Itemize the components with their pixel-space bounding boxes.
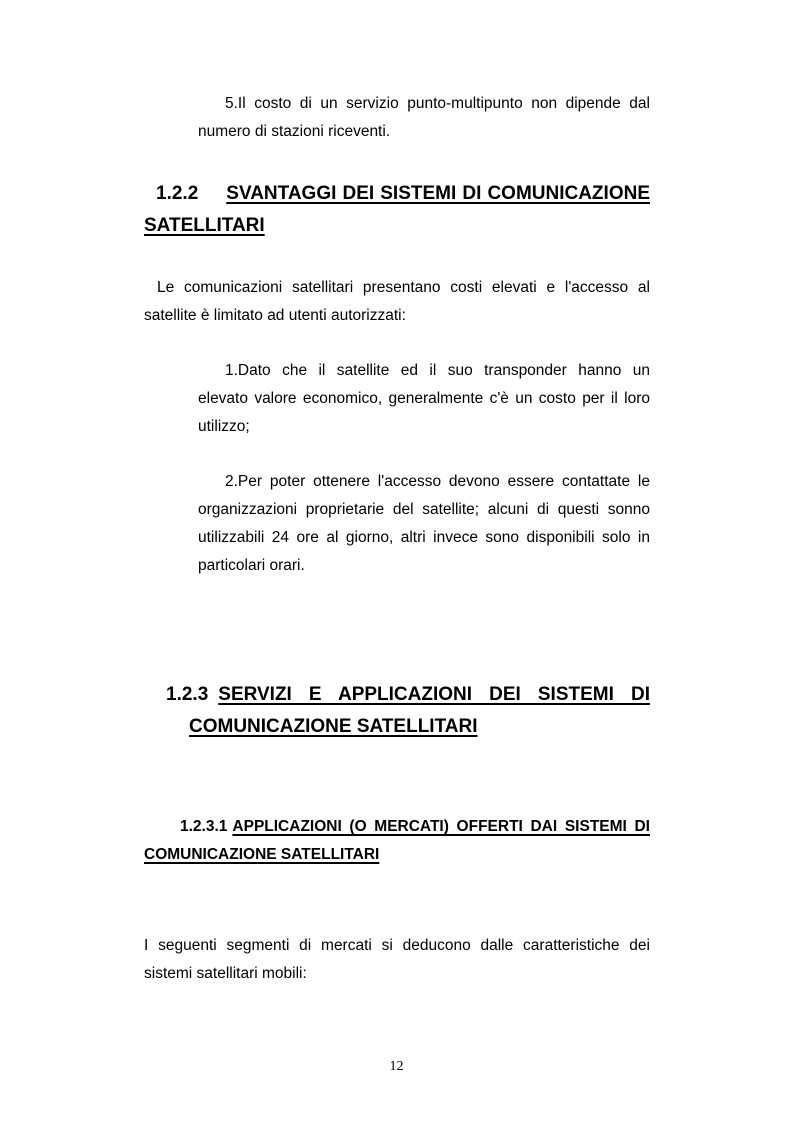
heading-1-2-3	[166, 681, 650, 741]
list-item-1	[198, 357, 650, 441]
list-item-2-line2: organizzazioni proprietarie del satellite; alcuni di questi sonno	[198, 501, 650, 518]
list-item-1-line1: 1.Dato che il satellite ed il suo transponder hanno un	[225, 362, 650, 379]
list-item-2	[198, 468, 650, 580]
paragraph-intro-line2: satellite è limitato ad utenti autorizzati:	[144, 307, 406, 324]
paragraph-markets-line2: sistemi satellitari mobili:	[144, 965, 307, 982]
paragraph-markets	[144, 932, 650, 988]
paragraph-markets-line1: I seguenti segmenti di mercati si deducono dalle caratteristiche dei	[144, 937, 650, 954]
heading-1-2-2-title-line1: SVANTAGGI DEI SISTEMI DI COMUNICAZIONE	[226, 183, 650, 204]
paragraph-intro	[144, 274, 650, 330]
heading-1-2-3-title-line2: COMUNICAZIONE SATELLITARI	[189, 716, 478, 737]
list-item-1-line3: utilizzo;	[198, 418, 250, 435]
heading-1-2-3-1	[144, 814, 650, 868]
heading-1-2-2-title-line2: SATELLITARI	[144, 215, 265, 236]
heading-1-2-2-number: 1.2.2	[156, 183, 199, 204]
heading-1-2-3-1-number: 1.2.3.1	[180, 818, 228, 835]
list-item-5-line2: numero di stazioni riceventi.	[198, 123, 391, 140]
list-item-2-line1: 2.Per poter ottenere l'accesso devono essere contattate le	[225, 473, 650, 490]
heading-1-2-3-1-title-line1: APPLICAZIONI (O MERCATI) OFFERTI DAI SISTEMI DI	[232, 818, 650, 835]
list-item-2-line4: particolari orari.	[198, 557, 305, 574]
list-item-1-line2: elevato valore economico, generalmente c'è un costo per il loro	[198, 390, 650, 407]
list-item-2-line3: utilizzabili 24 ore al giorno, altri invece sono disponibili solo in	[198, 529, 650, 546]
heading-1-2-2	[144, 180, 650, 240]
heading-1-2-3-title-line1: SERVIZI E APPLICAZIONI DEI SISTEMI DI	[218, 684, 650, 705]
list-item-5-line1: 5.Il costo di un servizio punto-multipunto non dipende dal	[225, 95, 650, 112]
list-item-5	[198, 90, 650, 146]
page-number: 12	[389, 1059, 404, 1074]
heading-1-2-3-1-title-line2: COMUNICAZIONE SATELLITARI	[144, 846, 380, 863]
paragraph-intro-line1: Le comunicazioni satellitari presentano costi elevati e l'accesso al	[157, 279, 650, 296]
heading-1-2-3-number: 1.2.3	[166, 684, 209, 705]
